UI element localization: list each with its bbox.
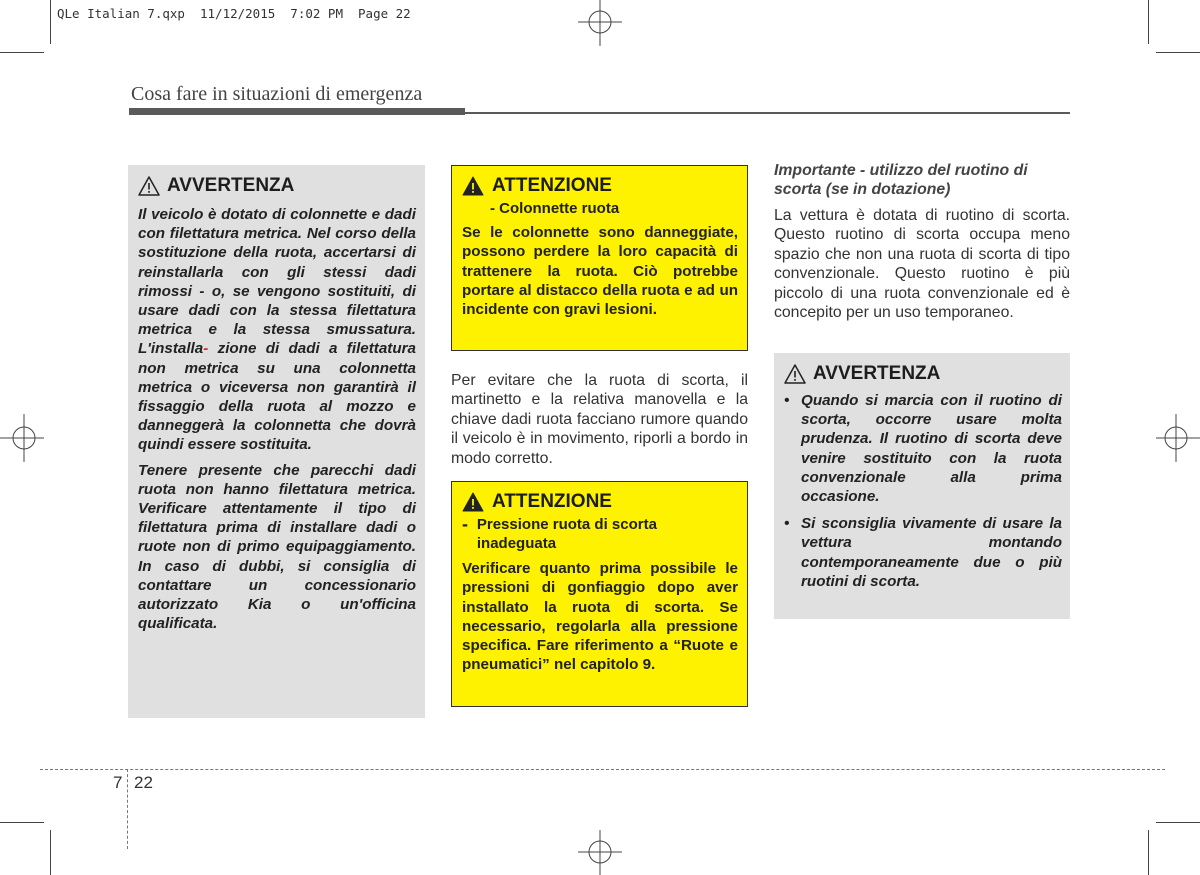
attention-header: [462, 175, 738, 197]
warning-title: AVVERTENZA: [167, 175, 295, 196]
attention-subtitle: - Colonnette ruota: [490, 200, 620, 217]
attention-text: Verificare quanto prima possibile le pressioni di gonfiaggio dopo aver installato la ruota di scorta. Se necessario, regolarla alla pressione specifica. Fare riferimento a “Ruote e pneumatici” nel capitolo 9.: [462, 560, 738, 674]
crop-mark: [1148, 0, 1149, 44]
warning-header: [138, 175, 416, 197]
warning-triangle-outline-icon: [784, 364, 806, 384]
print-slug: QLe Italian 7.qxp 11/12/2015 7:02 PM Page 22: [57, 6, 411, 21]
registration-crosshair-icon: [576, 0, 624, 48]
warning-paragraph: Tenere presente che parecchi dadi ruota non hanno filettatura metrica. Verificare attentamente il tipo di filettatura prima di installare dadi o ruote non di primo equipaggiamento. In caso di dubbi, si consiglia di contattare un concessionario autorizzato Kia o un'officina qualificata.: [138, 461, 416, 633]
stowing-instructions: Per evitare che la ruota di scorta, il martinetto e la relativa manovella e la chiave dadi ruota facciano rumore quando il veicolo è in movimento, riporli a bordo in modo corretto.: [451, 372, 748, 467]
registration-crosshair-icon: [576, 828, 624, 875]
attention-box-spare-pressure: [451, 481, 748, 707]
crop-mark: [0, 52, 44, 53]
section-title: Cosa fare in situazioni di emergenza: [131, 83, 423, 105]
crop-mark: [50, 0, 51, 44]
list-item: • Quando si marcia con il ruotino di scorta, occorre usare molta prudenza. Il ruotino di scorta deve venire sostituito con la ruota convenzionale alla prima occasione.: [784, 392, 1062, 506]
crop-mark: [50, 830, 51, 875]
warning-box-right: [774, 353, 1070, 619]
attention-subtitle: [462, 515, 738, 553]
crop-mark: [1156, 52, 1200, 53]
warning-bullet-list: [784, 391, 1062, 591]
warning-triangle-outline-icon: [138, 176, 160, 196]
list-item: • Si sconsiglia vivamente di usare la vettura montando contemporaneamente due o più ruotini di scorta.: [784, 515, 1062, 590]
crop-mark: [1148, 830, 1149, 875]
attention-header: [462, 491, 738, 513]
warning-box-left: [128, 165, 425, 718]
subtitle-dash: -: [462, 514, 468, 534]
registration-crosshair-icon: [1154, 414, 1200, 462]
page-number: 22: [134, 773, 153, 792]
important-title: Importante - utilizzo del ruotino di scorta (se in dotazione): [774, 162, 1028, 199]
warning-triangle-filled-icon: [462, 176, 484, 196]
warning-title: AVVERTENZA: [813, 363, 941, 384]
hyphen-mark: -: [203, 340, 209, 358]
attention-box-wheel-nuts: [451, 165, 748, 351]
chapter-number: 7: [113, 773, 123, 792]
attention-text: Se le colonnette sono danneggiate, possono perdere la loro capacità di trattenere la ruota. Ciò potrebbe portare al distacco della ruota e ad un incidente con gravi lesioni.: [462, 224, 738, 319]
warning-triangle-filled-icon: [462, 492, 484, 512]
attention-title: ATTENZIONE: [492, 491, 612, 512]
warning-paragraph: Il veicolo è dotato di colonnette e dadi con filettatura metrica. Nel corso della sostituzione della ruota, accertarsi di reinstallarla con gli stessi dadi rimossi - o, se vengono sostituiti, di usare dadi con la stessa filettatura metrica e la stessa smussatura. L'installa- zione di dadi a filettatura non metrica su una colonnetta metrica o viceversa non garantirà il fissaggio della ruota al mozzo e danneggerà la colonnetta che dovrà quindi essere sostituita.: [138, 206, 416, 454]
warning-text: [138, 205, 416, 633]
footer-rule: [40, 769, 1165, 770]
header-rule-accent: [129, 108, 465, 115]
important-text: La vettura è dotata di ruotino di scorta. Questo ruotino di scorta occupa meno spazio che non una ruota di scorta di tipo convenzionale. Questo ruotino è più piccolo di una ruota convenzionale ed è concepito per un uso temporaneo.: [774, 207, 1070, 322]
footer-divider: [127, 769, 128, 849]
registration-crosshair-icon: [0, 414, 46, 462]
attention-title: ATTENZIONE: [492, 175, 612, 196]
crop-mark: [1156, 822, 1200, 823]
subtitle-text: Pressione ruota di scorta inadeguata: [476, 516, 657, 552]
warning-header: [784, 363, 1062, 385]
crop-mark: [0, 822, 44, 823]
